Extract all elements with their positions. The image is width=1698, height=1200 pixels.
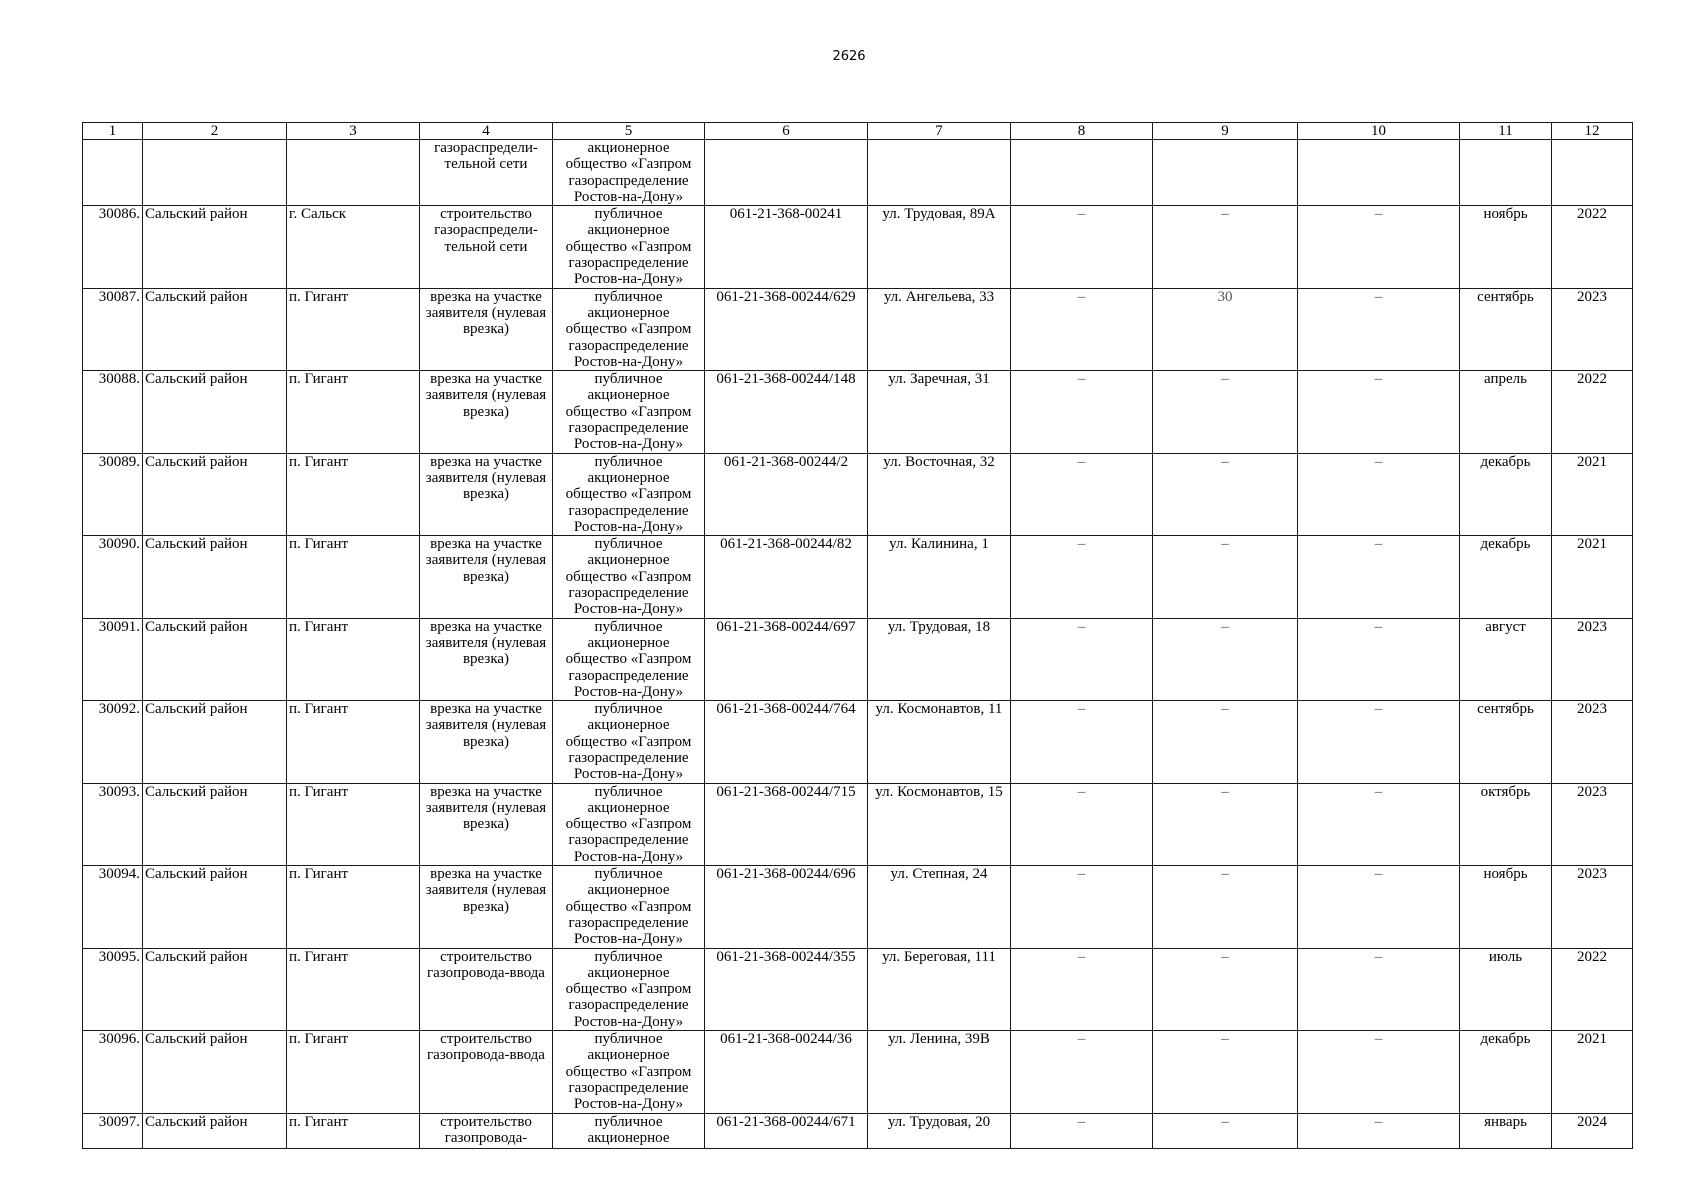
- cell-num: 30095.: [83, 948, 143, 1030]
- column-number-header-row: [83, 123, 1633, 140]
- cell-locality: п. Гигант: [287, 948, 420, 1030]
- cell-object-type: врезка на участке заявителя (нулевая врезка): [420, 453, 553, 535]
- cell-code: 061-21-368-00244/715: [705, 783, 868, 865]
- cell-month: сентябрь: [1460, 701, 1552, 783]
- cell-col10: –: [1298, 288, 1460, 370]
- cell-col8: –: [1011, 1031, 1153, 1113]
- column-header-label: 11: [1498, 123, 1513, 139]
- cell-col9: –: [1153, 948, 1298, 1030]
- cell-district: Сальский район: [143, 783, 287, 865]
- table-row: [83, 1113, 1633, 1148]
- cell-locality: п. Гигант: [287, 536, 420, 618]
- cell-code: 061-21-368-00244/696: [705, 866, 868, 948]
- cell-district: Сальский район: [143, 866, 287, 948]
- cell-col10: –: [1298, 206, 1460, 288]
- column-header-9: [1153, 123, 1298, 140]
- cell-col9: 30: [1153, 288, 1298, 370]
- cell-object-type: строительство газораспредели-тельной сети: [420, 206, 553, 288]
- cell-month: ноябрь: [1460, 206, 1552, 288]
- cell-year: [1552, 140, 1633, 206]
- cell-owner: публичное акционерное общество «Газпром газораспределение Ростов-на-Дону»: [553, 536, 705, 618]
- cell-locality: п. Гигант: [287, 453, 420, 535]
- cell-owner: публичное акционерное общество «Газпром газораспределение Ростов-на-Дону»: [553, 866, 705, 948]
- cell-locality: п. Гигант: [287, 288, 420, 370]
- cell-owner: акционерное общество «Газпром газораспределение Ростов-на-Дону»: [553, 140, 705, 206]
- continuation-row: [83, 140, 1633, 206]
- cell-month: январь: [1460, 1113, 1552, 1148]
- cell-num: 30097.: [83, 1113, 143, 1148]
- cell-year: 2023: [1552, 618, 1633, 700]
- column-header-label: 2: [210, 123, 219, 139]
- cell-address: ул. Ангельева, 33: [868, 288, 1011, 370]
- cell-district: Сальский район: [143, 371, 287, 453]
- cell-district: Сальский район: [143, 536, 287, 618]
- cell-num: 30090.: [83, 536, 143, 618]
- cell-col8: –: [1011, 536, 1153, 618]
- column-header-8: [1011, 123, 1153, 140]
- table-row: [83, 1031, 1633, 1113]
- cell-col10: –: [1298, 1113, 1460, 1148]
- cell-col8: –: [1011, 371, 1153, 453]
- cell-code: 061-21-368-00244/355: [705, 948, 868, 1030]
- cell-col9: [1153, 140, 1298, 206]
- cell-num: 30086.: [83, 206, 143, 288]
- cell-address: ул. Космонавтов, 15: [868, 783, 1011, 865]
- cell-owner: публичное акционерное общество «Газпром газораспределение Ростов-на-Дону»: [553, 948, 705, 1030]
- cell-district: [143, 140, 287, 206]
- cell-owner: публичное акционерное общество «Газпром газораспределение Ростов-на-Дону»: [553, 701, 705, 783]
- column-header-label: 8: [1077, 123, 1086, 139]
- cell-month: ноябрь: [1460, 866, 1552, 948]
- cell-object-type: газораспредели-тельной сети: [420, 140, 553, 206]
- cell-code: 061-21-368-00241: [705, 206, 868, 288]
- cell-col8: –: [1011, 206, 1153, 288]
- cell-year: 2021: [1552, 536, 1633, 618]
- cell-year: 2022: [1552, 206, 1633, 288]
- cell-col10: –: [1298, 371, 1460, 453]
- cell-month: декабрь: [1460, 453, 1552, 535]
- cell-year: 2022: [1552, 371, 1633, 453]
- cell-owner: публичное акционерное общество «Газпром газораспределение Ростов-на-Дону»: [553, 288, 705, 370]
- cell-col8: –: [1011, 288, 1153, 370]
- gasification-register-table: [82, 122, 1633, 1149]
- cell-address: ул. Степная, 24: [868, 866, 1011, 948]
- cell-address: ул. Трудовая, 89А: [868, 206, 1011, 288]
- column-header-label: 10: [1371, 123, 1386, 139]
- cell-col8: –: [1011, 1113, 1153, 1148]
- cell-district: Сальский район: [143, 618, 287, 700]
- cell-code: 061-21-368-00244/36: [705, 1031, 868, 1113]
- cell-col10: –: [1298, 701, 1460, 783]
- cell-district: Сальский район: [143, 206, 287, 288]
- cell-year: 2022: [1552, 948, 1633, 1030]
- cell-district: Сальский район: [143, 701, 287, 783]
- column-header-label: 4: [482, 123, 490, 139]
- column-header-2: [143, 123, 287, 140]
- column-header-7: [868, 123, 1011, 140]
- cell-address: ул. Калинина, 1: [868, 536, 1011, 618]
- table-row: [83, 453, 1633, 535]
- cell-month: декабрь: [1460, 536, 1552, 618]
- cell-col10: –: [1298, 866, 1460, 948]
- cell-address: ул. Ленина, 39В: [868, 1031, 1011, 1113]
- column-header-10: [1298, 123, 1460, 140]
- column-header-label: 7: [935, 123, 943, 139]
- cell-district: Сальский район: [143, 288, 287, 370]
- cell-col10: –: [1298, 783, 1460, 865]
- cell-col10: –: [1298, 536, 1460, 618]
- cell-year: 2021: [1552, 453, 1633, 535]
- cell-col8: –: [1011, 701, 1153, 783]
- cell-year: 2021: [1552, 1031, 1633, 1113]
- cell-col10: –: [1298, 453, 1460, 535]
- cell-col10: –: [1298, 948, 1460, 1030]
- cell-code: 061-21-368-00244/671: [705, 1113, 868, 1148]
- cell-col9: –: [1153, 618, 1298, 700]
- cell-object-type: строительство газопровода-ввода: [420, 948, 553, 1030]
- table-row: [83, 371, 1633, 453]
- cell-owner: публичное акционерное: [553, 1113, 705, 1148]
- cell-col9: –: [1153, 536, 1298, 618]
- column-header-4: [420, 123, 553, 140]
- cell-num: 30088.: [83, 371, 143, 453]
- cell-col8: –: [1011, 866, 1153, 948]
- cell-year: 2024: [1552, 1113, 1633, 1148]
- cell-object-type: врезка на участке заявителя (нулевая врезка): [420, 288, 553, 370]
- cell-code: 061-21-368-00244/764: [705, 701, 868, 783]
- cell-num: 30094.: [83, 866, 143, 948]
- cell-col8: –: [1011, 948, 1153, 1030]
- cell-year: 2023: [1552, 288, 1633, 370]
- page-number: 2626: [832, 49, 866, 64]
- cell-col9: –: [1153, 1113, 1298, 1148]
- column-header-12: [1552, 123, 1633, 140]
- cell-owner: публичное акционерное общество «Газпром газораспределение Ростов-на-Дону»: [553, 618, 705, 700]
- cell-address: ул. Трудовая, 18: [868, 618, 1011, 700]
- cell-district: Сальский район: [143, 1031, 287, 1113]
- cell-district: Сальский район: [143, 1113, 287, 1148]
- column-header-label: 12: [1584, 123, 1600, 139]
- cell-num: 30096.: [83, 1031, 143, 1113]
- column-header-label: 9: [1221, 123, 1229, 139]
- cell-locality: г. Сальск: [287, 206, 420, 288]
- table-row: [83, 536, 1633, 618]
- cell-num: 30089.: [83, 453, 143, 535]
- cell-col9: –: [1153, 701, 1298, 783]
- cell-col8: [1011, 140, 1153, 206]
- cell-object-type: строительство газопровода-: [420, 1113, 553, 1148]
- cell-month: июль: [1460, 948, 1552, 1030]
- cell-object-type: врезка на участке заявителя (нулевая врезка): [420, 701, 553, 783]
- cell-object-type: врезка на участке заявителя (нулевая врезка): [420, 866, 553, 948]
- cell-object-type: врезка на участке заявителя (нулевая врезка): [420, 783, 553, 865]
- column-header-label: 3: [349, 123, 357, 139]
- cell-month: август: [1460, 618, 1552, 700]
- cell-locality: п. Гигант: [287, 701, 420, 783]
- cell-locality: п. Гигант: [287, 783, 420, 865]
- cell-month: сентябрь: [1460, 288, 1552, 370]
- column-header-label: 1: [108, 123, 117, 139]
- cell-district: Сальский район: [143, 948, 287, 1030]
- cell-code: [705, 140, 868, 206]
- cell-num: 30087.: [83, 288, 143, 370]
- cell-col10: –: [1298, 618, 1460, 700]
- cell-year: 2023: [1552, 783, 1633, 865]
- cell-locality: п. Гигант: [287, 371, 420, 453]
- cell-code: 061-21-368-00244/82: [705, 536, 868, 618]
- cell-address: ул. Восточная, 32: [868, 453, 1011, 535]
- cell-col9: –: [1153, 1031, 1298, 1113]
- table-row: [83, 288, 1633, 370]
- cell-col8: –: [1011, 783, 1153, 865]
- table-row: [83, 206, 1633, 288]
- column-header-1: [83, 123, 143, 140]
- cell-col9: –: [1153, 783, 1298, 865]
- cell-locality: п. Гигант: [287, 866, 420, 948]
- cell-num: 30093.: [83, 783, 143, 865]
- cell-num: 30091.: [83, 618, 143, 700]
- cell-month: декабрь: [1460, 1031, 1552, 1113]
- cell-col9: –: [1153, 206, 1298, 288]
- cell-col9: –: [1153, 866, 1298, 948]
- cell-col8: –: [1011, 453, 1153, 535]
- cell-object-type: строительство газопровода-ввода: [420, 1031, 553, 1113]
- cell-code: 061-21-368-00244/629: [705, 288, 868, 370]
- table-row: [83, 618, 1633, 700]
- cell-col10: –: [1298, 1031, 1460, 1113]
- cell-owner: публичное акционерное общество «Газпром газораспределение Ростов-на-Дону»: [553, 783, 705, 865]
- cell-object-type: врезка на участке заявителя (нулевая врезка): [420, 618, 553, 700]
- table-row: [83, 948, 1633, 1030]
- cell-code: 061-21-368-00244/2: [705, 453, 868, 535]
- cell-address: ул. Трудовая, 20: [868, 1113, 1011, 1148]
- cell-year: 2023: [1552, 701, 1633, 783]
- cell-object-type: врезка на участке заявителя (нулевая врезка): [420, 371, 553, 453]
- cell-address: [868, 140, 1011, 206]
- cell-district: Сальский район: [143, 453, 287, 535]
- cell-locality: п. Гигант: [287, 1113, 420, 1148]
- cell-locality: п. Гигант: [287, 618, 420, 700]
- cell-col9: –: [1153, 453, 1298, 535]
- column-header-3: [287, 123, 420, 140]
- column-header-11: [1460, 123, 1552, 140]
- cell-num: 30092.: [83, 701, 143, 783]
- cell-col8: –: [1011, 618, 1153, 700]
- cell-owner: публичное акционерное общество «Газпром газораспределение Ростов-на-Дону»: [553, 206, 705, 288]
- column-header-label: 6: [782, 123, 790, 139]
- cell-code: 061-21-368-00244/148: [705, 371, 868, 453]
- cell-col9: –: [1153, 371, 1298, 453]
- cell-col10: [1298, 140, 1460, 206]
- cell-month: октябрь: [1460, 783, 1552, 865]
- cell-locality: [287, 140, 420, 206]
- table-row: [83, 866, 1633, 948]
- cell-code: 061-21-368-00244/697: [705, 618, 868, 700]
- cell-num: [83, 140, 143, 206]
- cell-owner: публичное акционерное общество «Газпром газораспределение Ростов-на-Дону»: [553, 1031, 705, 1113]
- cell-month: апрель: [1460, 371, 1552, 453]
- cell-object-type: врезка на участке заявителя (нулевая врезка): [420, 536, 553, 618]
- cell-address: ул. Береговая, 111: [868, 948, 1011, 1030]
- column-header-label: 5: [624, 123, 633, 139]
- cell-locality: п. Гигант: [287, 1031, 420, 1113]
- cell-year: 2023: [1552, 866, 1633, 948]
- cell-owner: публичное акционерное общество «Газпром газораспределение Ростов-на-Дону»: [553, 453, 705, 535]
- column-header-5: [553, 123, 705, 140]
- column-header-6: [705, 123, 868, 140]
- cell-address: ул. Космонавтов, 11: [868, 701, 1011, 783]
- cell-month: [1460, 140, 1552, 206]
- table-row: [83, 783, 1633, 865]
- cell-owner: публичное акционерное общество «Газпром газораспределение Ростов-на-Дону»: [553, 371, 705, 453]
- cell-address: ул. Заречная, 31: [868, 371, 1011, 453]
- table-row: [83, 701, 1633, 783]
